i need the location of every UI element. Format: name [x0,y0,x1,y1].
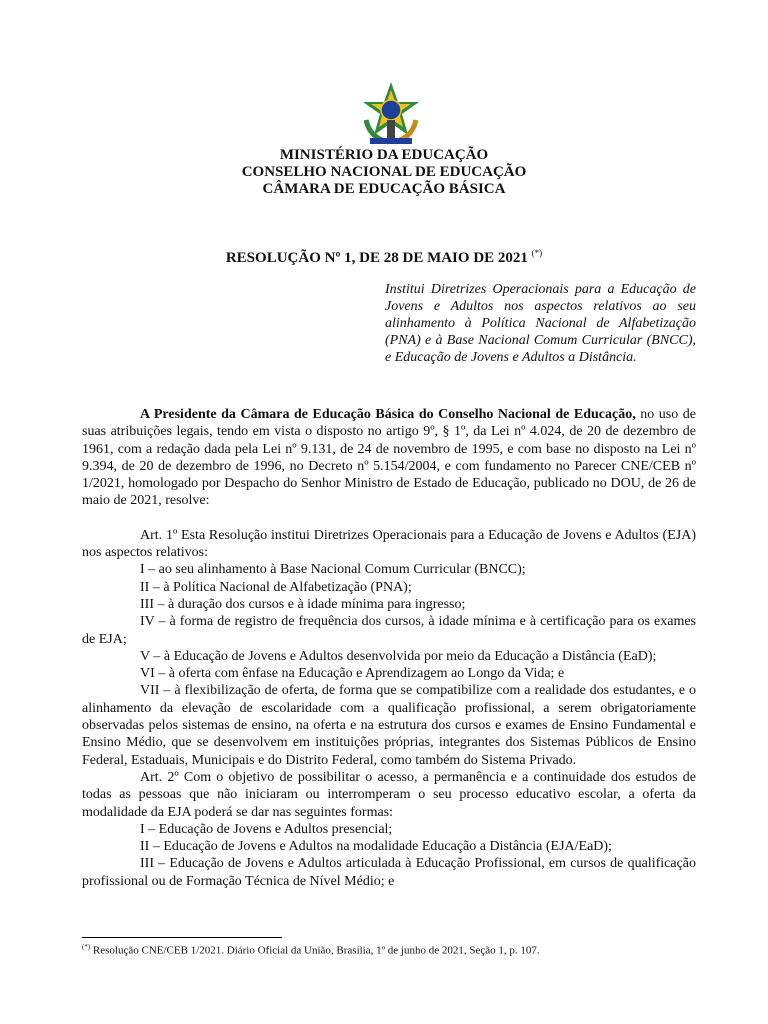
header-council: CONSELHO NACIONAL DE EDUCAÇÃO [241,164,527,180]
art2-item: II – Educação de Jovens e Adultos na modalidade Educação a Distância (EJA/EaD); [140,839,612,855]
header-chamber: CÂMARA DE EDUCAÇÃO BÁSICA [262,181,506,197]
art1-item: III – à duração dos cursos e à idade mínima para ingresso; [140,596,466,612]
art2-item: III – Educação de Jovens e Adultos articulada à Educação Profissional, em cursos de qualificação profissional ou de Formação Técnica de Nível Médio; e [82,856,696,889]
document-header [0,147,768,198]
preamble-bold: A Presidente da Câmara de Educação Básica do Conselho Nacional de Educação, [140,407,636,422]
preamble-text: no uso de suas atribuições legais, tendo em vista o disposto no artigo 9º, § 1º, da Lei nº 4.024, de 20 de dezembro de 1961, com a redação dada pela Lei nº 9.131, de 24 de novembro de 1995, e com base no disposto na Lei nº 9.394, de 20 de dezembro de 1996, no Decreto nº 5.154/2004, e com fundamento no Parecer CNE/CEB nº 1/2021, homologado por Despacho do Senhor Ministro de Estado de Educação, publicado no DOU, de 26 de maio de 2021, resolve: [82,407,696,509]
footnote-text: Resolução CNE/CEB 1/2021. Diário Oficial da União, Brasília, 1º de junho de 2021, Seção 1, p. 107. [90,944,540,957]
resolution-body [82,406,696,890]
footnote [82,943,722,957]
art1-item: II – à Política Nacional de Alfabetização (PNA); [140,579,412,595]
brazil-coat-of-arms-icon [356,80,426,150]
art1-item: V – à Educação de Jovens e Adultos desenvolvida por meio da Educação a Distância (EaD); [140,648,657,664]
art1-intro: Art. 1º Esta Resolução institui Diretrizes Operacionais para a Educação de Jovens e Adultos (EJA) nos aspectos relativos: [82,527,696,561]
header-ministry: MINISTÉRIO DA EDUCAÇÃO [279,147,489,163]
art2-item: I – Educação de Jovens e Adultos presencial; [140,821,393,837]
resolution-summary: Institui Diretrizes Operacionais para a Educação de Jovens e Adultos nos aspectos relativos ao seu alinhamento à Política Nacional de Alfabetização (PNA) e à Base Nacional Comum Curricular (BNCC), e Educação de Jovens e Adultos a Distância. [385,282,696,365]
footnote-mark: (*) [82,943,91,951]
art2-intro: Art. 2º Com o objetivo de possibilitar o acesso, a permanência e a continuidade dos estudos de todas as pessoas que não iniciaram ou interromperam o seu processo educativo escolar, a oferta da modalidade da EJA poderá se dar nas seguintes formas: [82,769,696,820]
art1-item: IV – à forma de registro de frequência dos cursos, à idade mínima e à certificação para os exames de EJA; [82,614,696,647]
preamble [82,406,696,510]
art1-item: I – ao seu alinhamento à Base Nacional Comum Curricular (BNCC); [140,562,526,578]
resolution-title [0,248,768,267]
resolution-title-text: RESOLUÇÃO Nº 1, DE 28 DE MAIO DE 2021 [225,250,528,266]
art1-item: VII – à flexibilização de oferta, de forma que se compatibilize com a realidade dos estudantes, e o alinhamento da elevação de escolaridade com a qualificação profissional, a serem obrigatoriamente observadas pelos sistemas de ensino, na oferta e na estrutura dos cursos e exames de Ensino Fundamental e Ensino Médio, que se desenvolvem em instituições próprias, integrantes dos Sistemas Públicos de Ensino Federal, Estaduais, Municipais e do Distrito Federal, como também do Sistema Privado. [82,683,696,768]
footnote-divider [82,937,282,938]
art1-item: VI – à oferta com ênfase na Educação e Aprendizagem ao Longo da Vida; e [140,666,565,682]
resolution-title-note: (*) [531,248,543,258]
